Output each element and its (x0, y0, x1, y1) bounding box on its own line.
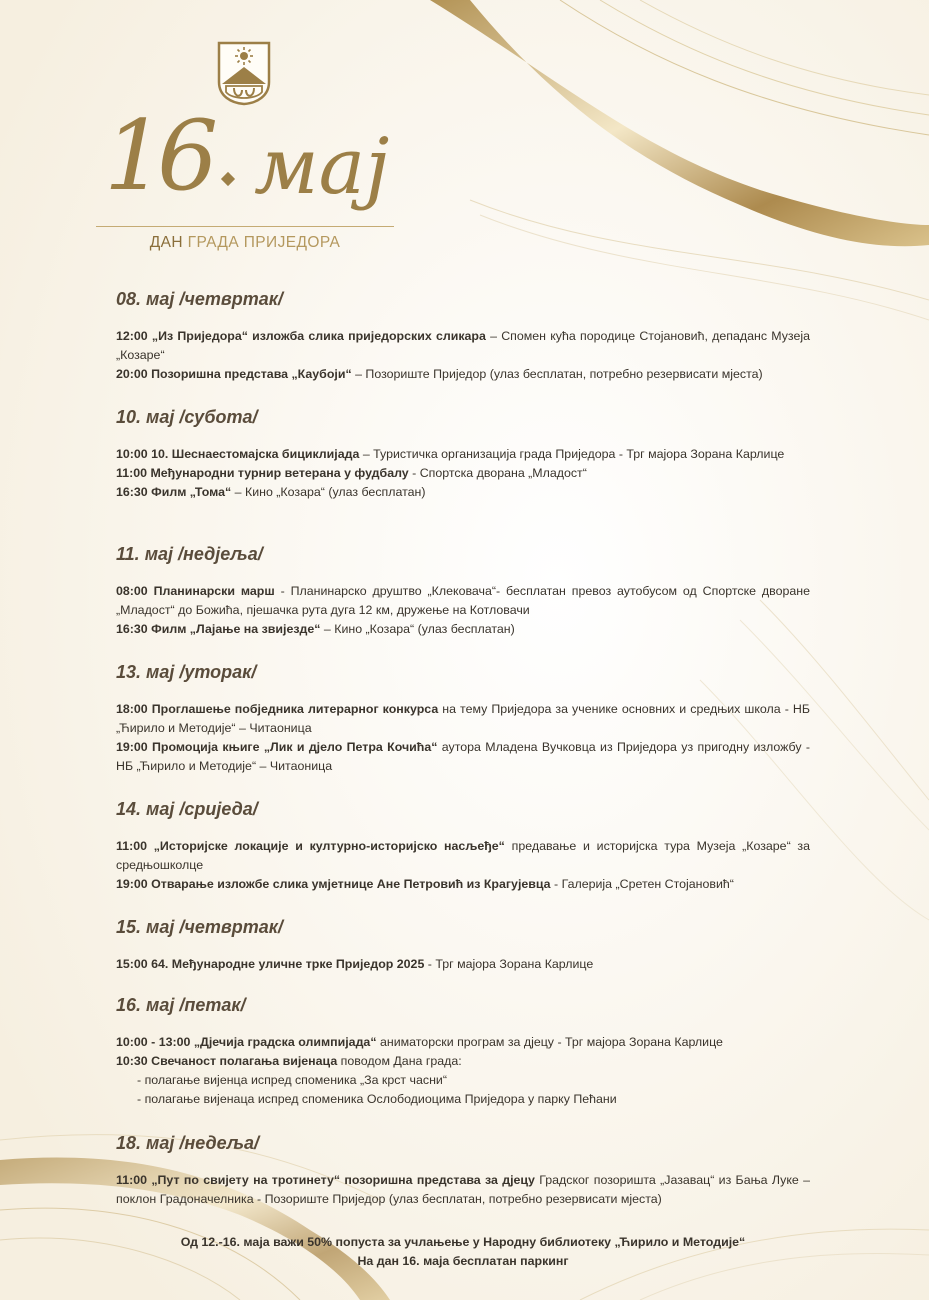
event-item (116, 738, 810, 776)
event-title: 16:30 Филм „Лајање на звијезде“ (116, 622, 321, 636)
event-details: – Спомен кућа породице Стојановић, депаданс Музеја „Козаре“ (116, 329, 810, 362)
city-day-title (96, 234, 394, 252)
day-heading: 08. мај /четвртак/ (116, 289, 283, 309)
city-coat-of-arms-icon (216, 40, 272, 106)
city-day-rest: ГРАДА ПРИЈЕДОРА (187, 234, 341, 251)
event-title: 11:00 „Пут по свијету на тротинету“ позоришна представа за дјецу (116, 1173, 535, 1187)
event-details: – Позориште Приједор (улаз бесплатан, потребно резервисати мјеста) (351, 367, 763, 381)
event-title: 18:00 Проглашење побједника литерарног конкурса (116, 702, 439, 716)
event-details: - Спортска дворана „Младост“ (408, 466, 587, 480)
event-details: на тему Приједора за ученике основних и средњих школа - НБ „Ћирило и Методије“ – Читаоница (116, 702, 810, 735)
day-heading: 16. мај /петак/ (116, 995, 246, 1015)
title-divider (96, 226, 394, 227)
day-heading: 14. мај /сриједа/ (116, 799, 258, 819)
city-day-prefix: ДАН (149, 234, 183, 251)
event-title: 16:30 Филм „Тома“ (116, 485, 232, 499)
event-details: – Кино „Козара“ (улаз бесплатан) (231, 485, 426, 499)
event-title: 10:00 10. Шеснаестомајска бициклијада (116, 447, 360, 461)
free-parking-note: На дан 16. маја бесплатан паркинг (357, 1254, 569, 1268)
event-item (116, 837, 810, 875)
event-details: – Туристичка организација града Приједора - Трг мајора Зорана Карлице (359, 447, 785, 461)
library-discount-note: Од 12.-16. маја важи 50% попуста за учлањење у Народну библиотеку „Ћирило и Методије“ (180, 1235, 746, 1249)
event-details: аниматорски програм за дјецу - Трг мајора Зорана Карлице (376, 1035, 723, 1049)
event-title: 12:00 „Из Приједора“ изложба слика приједорских сликара (116, 329, 486, 343)
event-item (116, 700, 810, 738)
event-title: 19:00 Промоција књиге „Лик и дјело Петра Кочића“ (116, 740, 438, 754)
day-section-15-may (116, 917, 810, 974)
event-details: - Галерија „Сретен Стојановић“ (550, 877, 734, 891)
event-details: - Трг мајора Зорана Карлице (424, 957, 594, 971)
event-item (116, 483, 810, 502)
event-details: Градског позоришта „Јазавац“ из Бања Луке – поклон Градоначелника - Позориште Приједор (улаз бесплатан, потребно резервисати мјеста) (116, 1173, 810, 1206)
event-title: 11:00 Међународни турнир ветерана у фудбалу (116, 466, 409, 480)
day-section-11-may (116, 544, 810, 639)
event-item (116, 365, 810, 384)
event-details: поводом Дана града: (337, 1054, 462, 1068)
day-heading: 10. мај /субота/ (116, 407, 258, 427)
event-item (116, 1033, 810, 1052)
event-details: предавање и историјска тура Музеја „Козаре“ за средњошколце (116, 839, 810, 872)
event-item (116, 445, 810, 464)
event-item (116, 327, 810, 365)
event-item (116, 1052, 810, 1071)
event-item (116, 955, 810, 974)
event-title: 11:00 „Историјске локације и културно-историјско насљеђе“ (116, 839, 505, 853)
big-date-month: мај (254, 122, 390, 212)
day-section-14-may (116, 799, 810, 894)
footer-notes (116, 1233, 810, 1271)
event-details: аутора Младена Вучковца из Приједора уз пригодну изложбу - НБ „Ћирило и Методије“ – Читаоница (116, 740, 810, 773)
day-heading: 13. мај /уторак/ (116, 662, 257, 682)
event-item (116, 582, 810, 620)
day-heading: 11. мај /недјеља/ (116, 544, 263, 564)
event-item (116, 464, 810, 483)
day-heading: 18. мај /недеља/ (116, 1133, 260, 1153)
event-details: - Планинарско друштво „Клековача“- бесплатан превоз аутобусом од Спортске дворане „Младост“ до Божића, пјешачка рута дуга 12 км, дружење на Котловачи (116, 584, 810, 617)
day-heading: 15. мај /четвртак/ (116, 917, 283, 937)
event-title: 10:30 Свечаност полагања вијенаца (116, 1054, 338, 1068)
event-title: 10:00 - 13:00 „Дјечија градска олимпијада“ (116, 1035, 377, 1049)
event-details: – Кино „Козара“ (улаз бесплатан) (320, 622, 515, 636)
event-title: 20:00 Позоришна представа „Каубоји“ (116, 367, 352, 381)
big-date-number: 16 (104, 100, 211, 212)
day-section-10-may (116, 407, 810, 502)
event-item (116, 875, 810, 894)
day-section-13-may (116, 662, 810, 776)
day-section-16-may (116, 995, 810, 1109)
day-section-08-may (116, 289, 810, 384)
event-title: 08:00 Планинарски марш (116, 584, 275, 598)
day-section-18-may (116, 1133, 810, 1209)
ceremony-subitem: - полагање вијенца испред споменика „За крст часни“ (137, 1073, 447, 1087)
event-item (116, 620, 810, 639)
event-title: 19:00 Отварање изложбе слика умјетнице Ане Петровић из Крагујевца (116, 877, 551, 891)
event-item (116, 1171, 810, 1209)
event-title: 15:00 64. Међународне уличне трке Приједор 2025 (116, 957, 425, 971)
ceremony-subitem: - полагање вијенаца испред споменика Ослободиоцима Приједора у парку Пећани (137, 1092, 617, 1106)
